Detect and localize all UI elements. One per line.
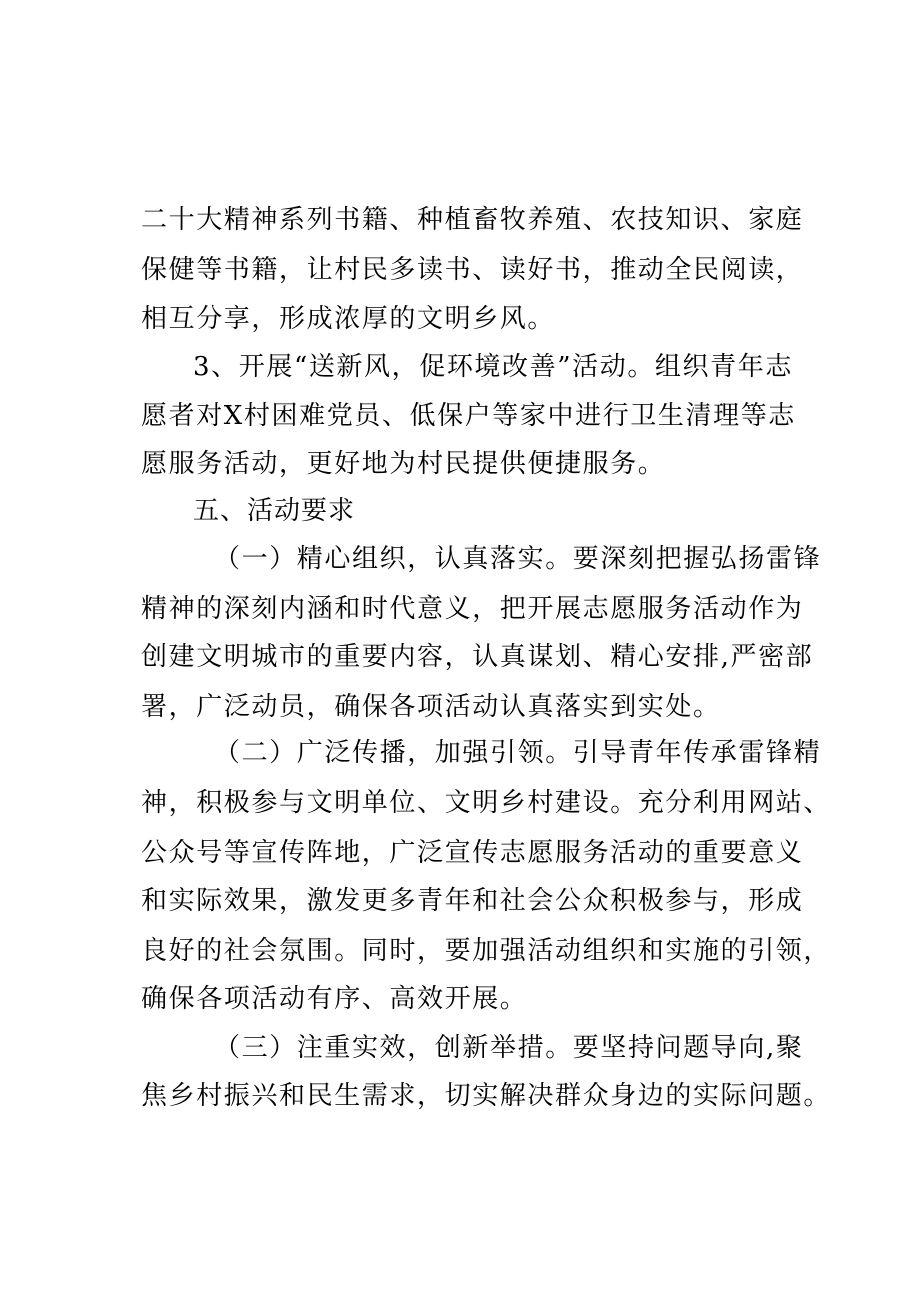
paragraph-start-line: （二）广泛传播，加强引领。引导青年传承雷锋精 xyxy=(214,738,822,768)
paragraph-start-line: （三）注重实效，创新举措。要坚持问题导向,聚 xyxy=(214,1033,804,1063)
paragraph-start-line: （一）精心组织，认真落实。要深刻把握弘扬雷锋 xyxy=(214,544,822,574)
body-text-line: 相互分享，形成浓厚的文明乡风。 xyxy=(141,304,556,334)
body-text-line: 创建文明城市的重要内容，认真谋划、精心安排,严密部 xyxy=(141,642,814,672)
body-text-line: 神，积极参与文明单位、文明乡村建设。充分利用网站、 xyxy=(141,788,832,818)
body-text-line: 良好的社会氛围。同时，要加强活动组织和实施的引领， xyxy=(141,936,832,966)
section-heading: 五、活动要求 xyxy=(193,496,356,526)
paragraph-start-line: 3、开展“送新风，促环境改善”活动。组织青年志 xyxy=(193,352,793,382)
body-text-line: 署，广泛动员，确保各项活动认真落实到实处。 xyxy=(141,692,721,722)
body-text-line: 保健等书籍，让村民多读书、读好书，推动全民阅读， xyxy=(141,255,804,285)
body-text-line: 二十大精神系列书籍、种植畜牧养殖、农技知识、家庭 xyxy=(141,205,804,235)
body-text-line: 和实际效果，激发更多青年和社会公众积极参与，形成 xyxy=(141,886,804,916)
body-text-line: 公众号等宣传阵地，广泛宣传志愿服务活动的重要意义 xyxy=(141,838,804,868)
body-text-line: 愿服务活动，更好地为村民提供便捷服务。 xyxy=(141,449,666,479)
body-text-line: 精神的深刻内涵和时代意义，把开展志愿服务活动作为 xyxy=(141,594,804,624)
body-text-line: 愿者对X村困难党员、低保户等家中进行卫生清理等志 xyxy=(141,401,796,431)
body-text-line: 焦乡村振兴和民生需求，切实解决群众身边的实际问题。 xyxy=(141,1081,832,1111)
body-text-line: 确保各项活动有序、高效开展。 xyxy=(141,984,528,1014)
